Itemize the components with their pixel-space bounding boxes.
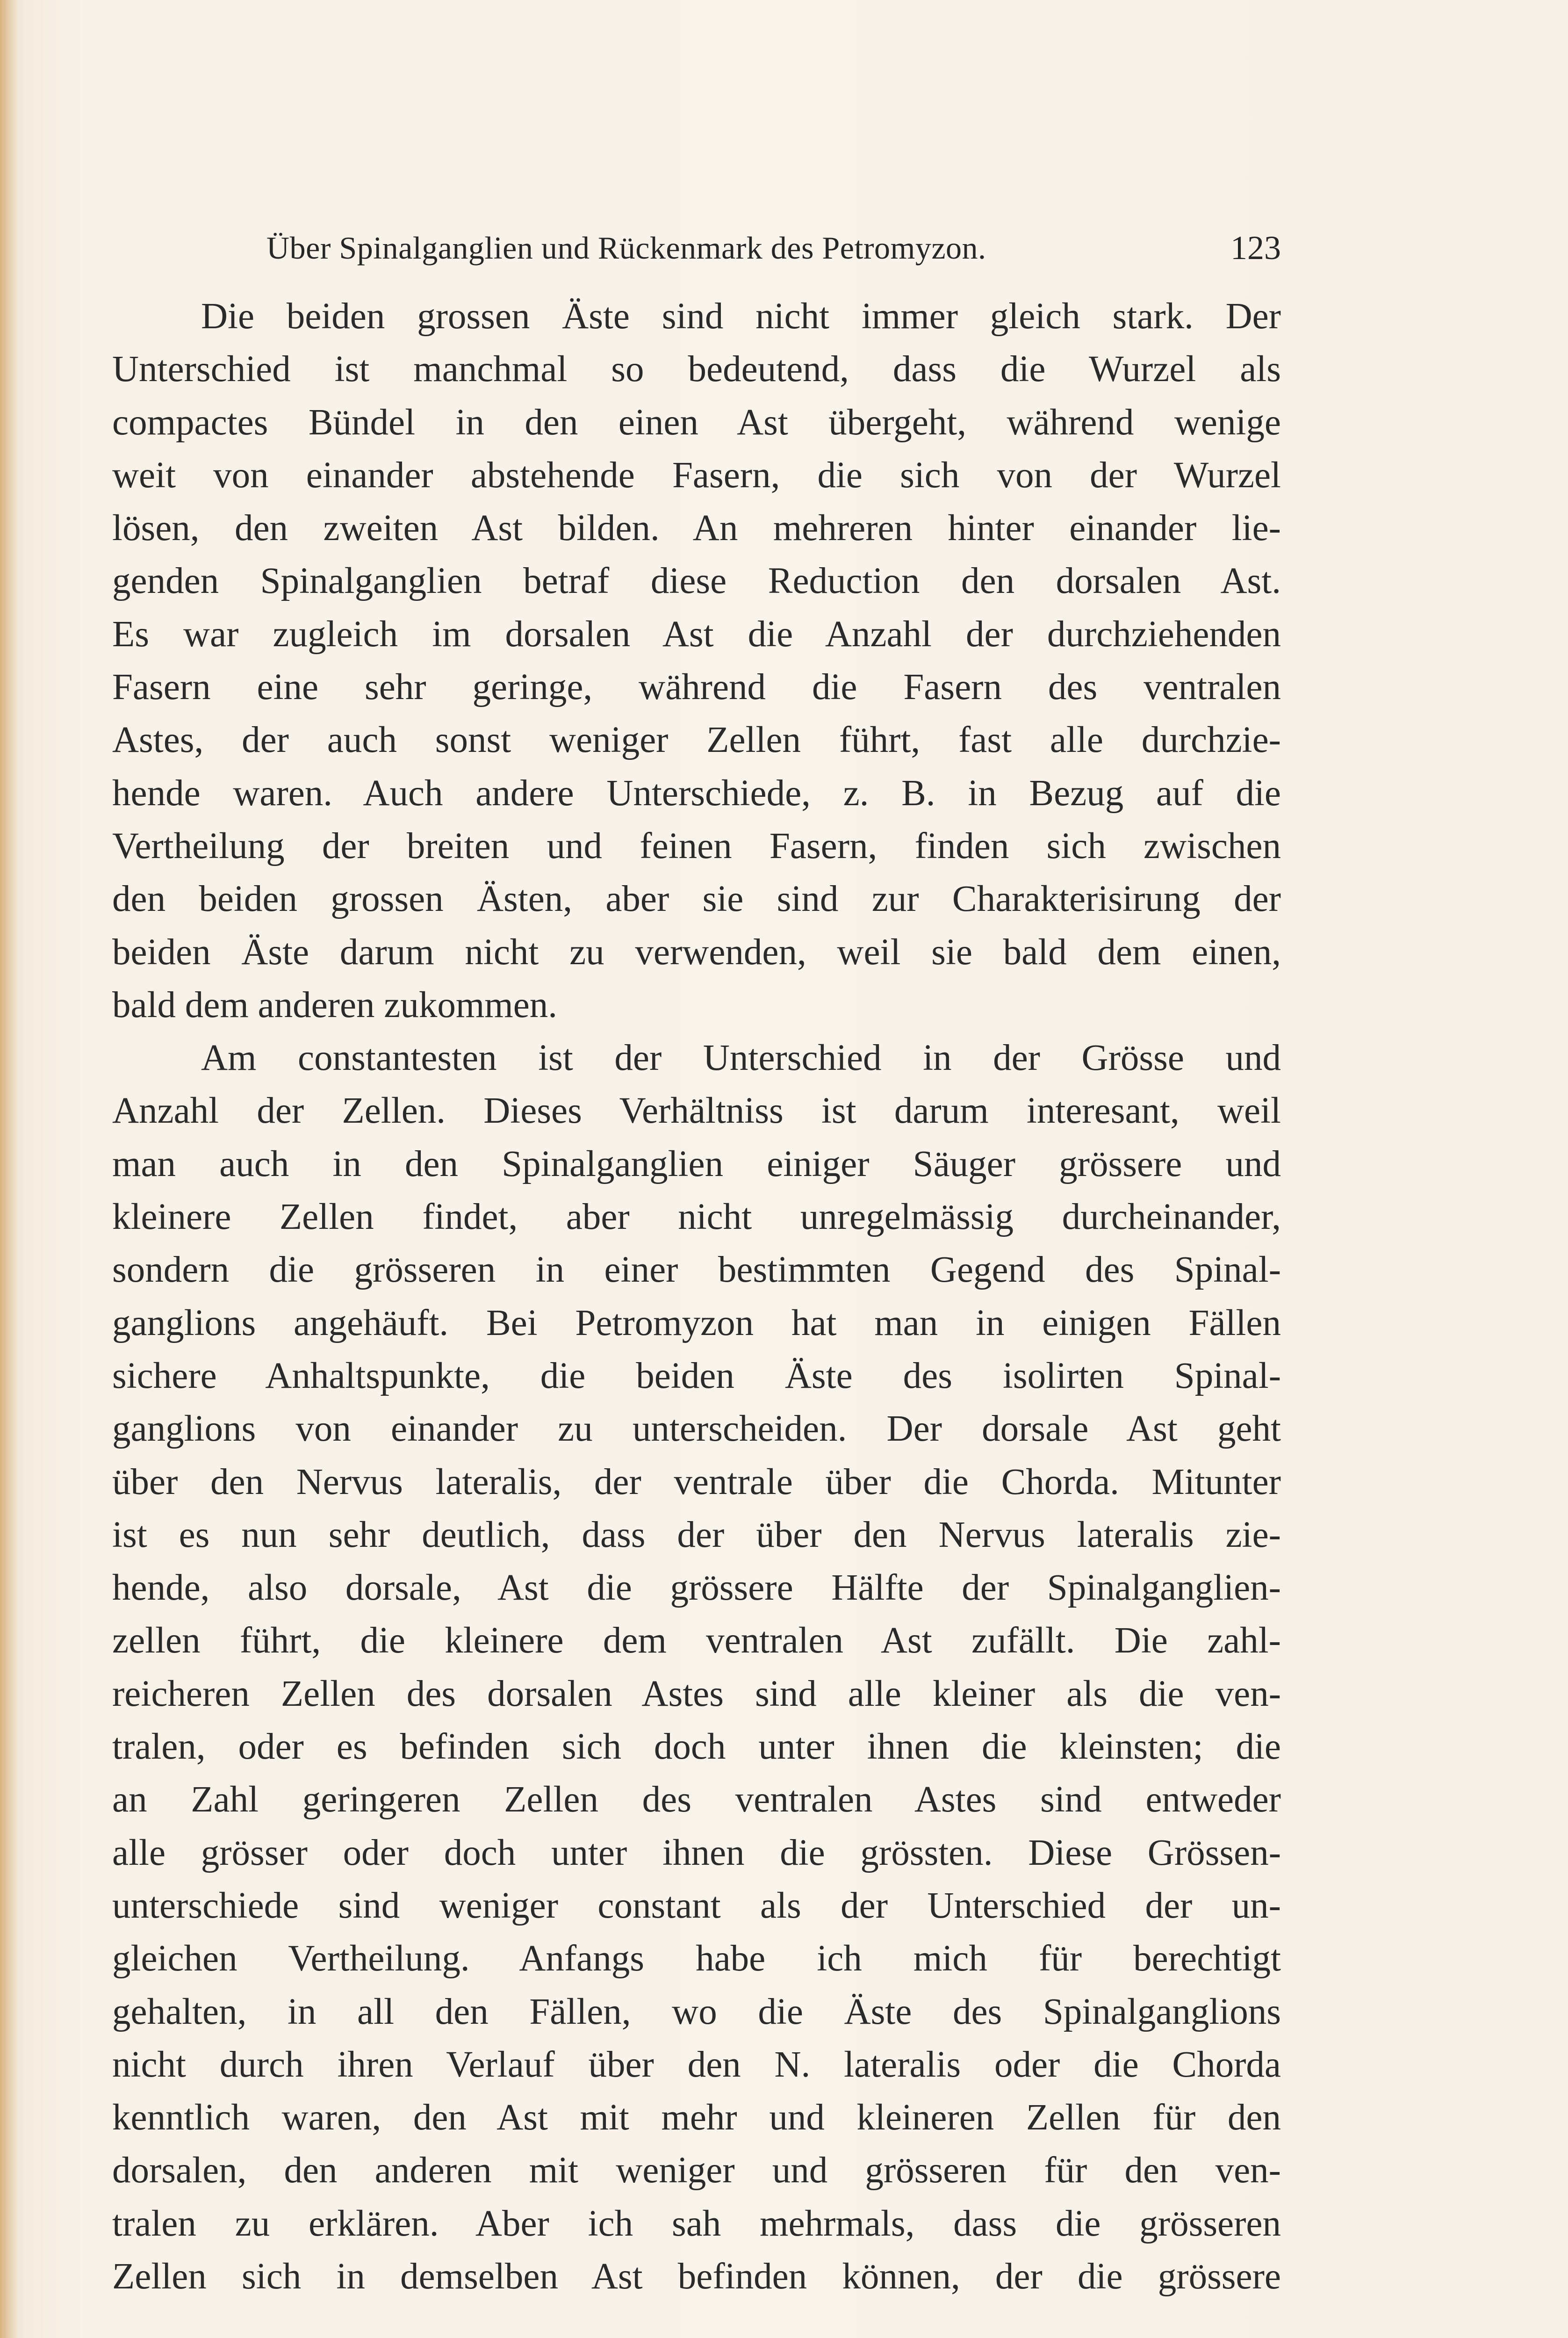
text-line: beiden Äste darum nicht zu verwenden, weil sie bald dem einen, xyxy=(112,931,1281,973)
text-line: Fasern eine sehr geringe, während die Fasern des ventralen xyxy=(112,667,1281,708)
text-line: den beiden grossen Ästen, aber sie sind zur Charakterisirung der xyxy=(112,879,1281,920)
text-line: genden Spinalganglien betraf diese Reduction den dorsalen Ast. xyxy=(112,561,1281,602)
body-text xyxy=(112,290,1281,2303)
page-number: 123 xyxy=(1230,229,1281,267)
text-line: Anzahl der Zellen. Dieses Verhältniss ist darum interesant, weil xyxy=(112,1090,1281,1132)
text-line: ganglions von einander zu unterscheiden. Der dorsale Ast geht xyxy=(112,1408,1281,1450)
text-line: dorsalen, den anderen mit weniger und grösseren für den ven- xyxy=(112,2150,1281,2191)
text-line: weit von einander abstehende Fasern, die sich von der Wurzel xyxy=(112,455,1281,496)
text-line: Vertheilung der breiten und feinen Fasern, finden sich zwischen xyxy=(112,825,1281,866)
text-line: sondern die grösseren in einer bestimmten Gegend des Spinal- xyxy=(112,1249,1281,1291)
text-line: kenntlich waren, den Ast mit mehr und kleineren Zellen für den xyxy=(112,2097,1281,2138)
text-line: tralen zu erklären. Aber ich sah mehrmals, dass die grösseren xyxy=(112,2203,1281,2244)
text-line: lösen, den zweiten Ast bilden. An mehreren hinter einander lie- xyxy=(112,508,1281,549)
text-line: hende, also dorsale, Ast die grössere Hälfte der Spinalganglien- xyxy=(112,1567,1281,1609)
text-line: nicht durch ihren Verlauf über den N. lateralis oder die Chorda xyxy=(112,2044,1281,2085)
text-line: Unterschied ist manchmal so bedeutend, dass die Wurzel als xyxy=(112,349,1281,390)
text-line: kleinere Zellen findet, aber nicht unregelmässig durcheinander, xyxy=(112,1197,1281,1238)
text-line: bald dem anderen zukommen. xyxy=(112,984,558,1025)
running-head xyxy=(266,224,1281,271)
text-line: gleichen Vertheilung. Anfangs habe ich mich für berechtigt xyxy=(112,1938,1281,1979)
text-line: an Zahl geringeren Zellen des ventralen Astes sind entweder xyxy=(112,1779,1281,1820)
text-line: Die beiden grossen Äste sind nicht immer gleich stark. Der xyxy=(201,296,1281,337)
text-line: alle grösser oder doch unter ihnen die grössten. Diese Grössen- xyxy=(112,1832,1281,1873)
paragraph-2 xyxy=(112,1032,1281,2303)
paragraph-1 xyxy=(112,290,1281,1032)
text-line: sichere Anhaltspunkte, die beiden Äste des isolirten Spinal- xyxy=(112,1355,1281,1396)
text-line: tralen, oder es befinden sich doch unter ihnen die kleinsten; die xyxy=(112,1726,1281,1768)
text-line: ganglions angehäuft. Bei Petromyzon hat man in einigen Fällen xyxy=(112,1302,1281,1343)
running-head-title: Über Spinalganglien und Rückenmark des Petromyzon. xyxy=(266,230,986,266)
text-line: Astes, der auch sonst weniger Zellen führt, fast alle durchzie- xyxy=(112,720,1281,761)
text-line: man auch in den Spinalganglien einiger Säuger grössere und xyxy=(112,1143,1281,1184)
binding-edge-shadow xyxy=(0,0,19,2338)
text-line: zellen führt, die kleinere dem ventralen Ast zufällt. Die zahl- xyxy=(112,1620,1281,1661)
text-line: Am constantesten ist der Unterschied in der Grösse und xyxy=(201,1038,1281,1079)
text-line: compactes Bündel in den einen Ast übergeht, während wenige xyxy=(112,402,1281,443)
text-line: Zellen sich in demselben Ast befinden können, der die grössere xyxy=(112,2256,1281,2297)
text-line: ist es nun sehr deutlich, dass der über den Nervus lateralis zie- xyxy=(112,1514,1281,1555)
text-line: reicheren Zellen des dorsalen Astes sind alle kleiner als die ven- xyxy=(112,1673,1281,1714)
text-line: über den Nervus lateralis, der ventrale über die Chorda. Mitunter xyxy=(112,1461,1281,1502)
text-line: gehalten, in all den Fällen, wo die Äste des Spinalganglions xyxy=(112,1991,1281,2032)
text-line: Es war zugleich im dorsalen Ast die Anzahl der durchziehenden xyxy=(112,613,1281,655)
text-line: hende waren. Auch andere Unterschiede, z. B. in Bezug auf die xyxy=(112,772,1281,814)
text-line: unterschiede sind weniger constant als der Unterschied der un- xyxy=(112,1885,1281,1926)
